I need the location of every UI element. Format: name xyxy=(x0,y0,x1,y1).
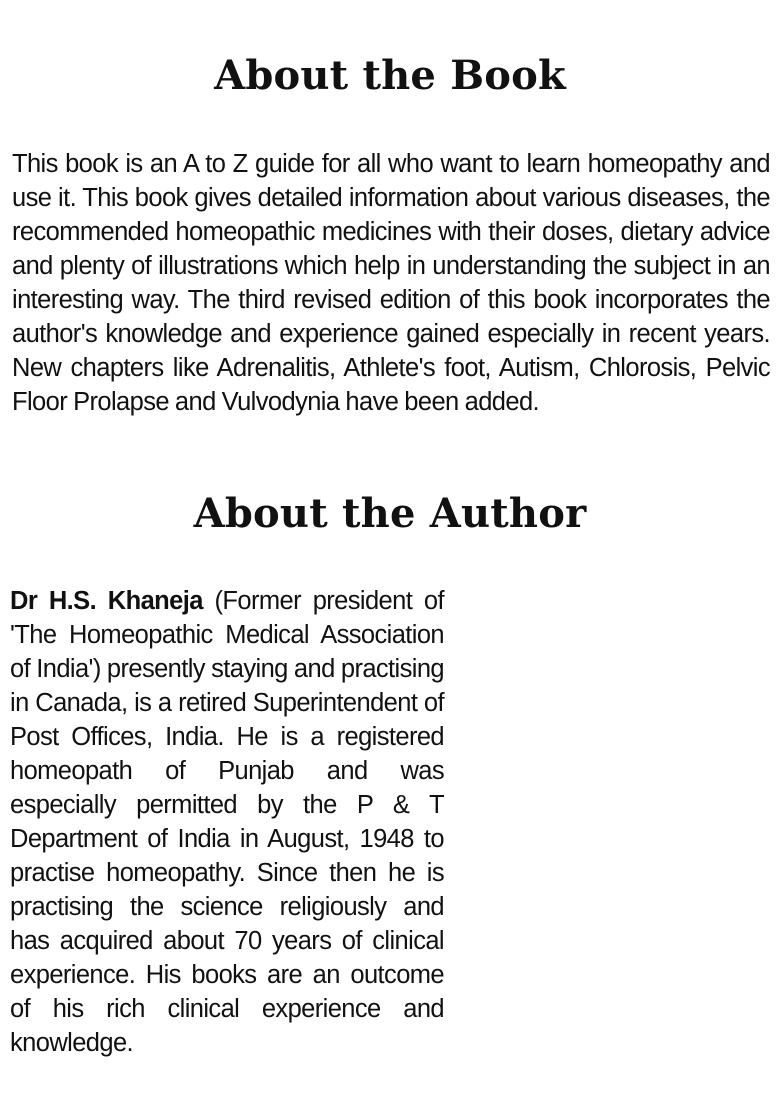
about-author-heading: About the Author xyxy=(193,490,587,537)
about-book-heading: About the Book xyxy=(214,52,566,99)
author-bio-text: (Former president of 'The Homeopathic Medical Association of India') presently staying and practising in Canada, is a retired Superintendent of Post Offices, India. He is a registered homeopath of Punjab and was especially permitted by the P & T Department of India in August, 1948 to practise homeopathy. Since then he is practising the science religiously and has acquired about 70 years of clinical experience. His books are an outcome of his rich clinical experience and knowledge. xyxy=(10,587,444,1057)
about-author-paragraph xyxy=(10,584,444,1060)
author-name: Dr H.S. Khaneja xyxy=(10,587,203,615)
about-book-paragraph: This book is an A to Z guide for all who want to learn homeopathy and use it. This book gives detailed information about various diseases, the recommended homeopathic medicines with their doses, dietary advice and plenty of illustrations which help in understanding the subject in an interesting way. The third revised edition of this book incorporates the author's knowledge and experience gained especially in recent years. New chapters like Adrenalitis, Athlete's foot, Autism, Chlorosis, Pelvic Floor Prolapse and Vulvodynia have been added. xyxy=(12,150,770,416)
